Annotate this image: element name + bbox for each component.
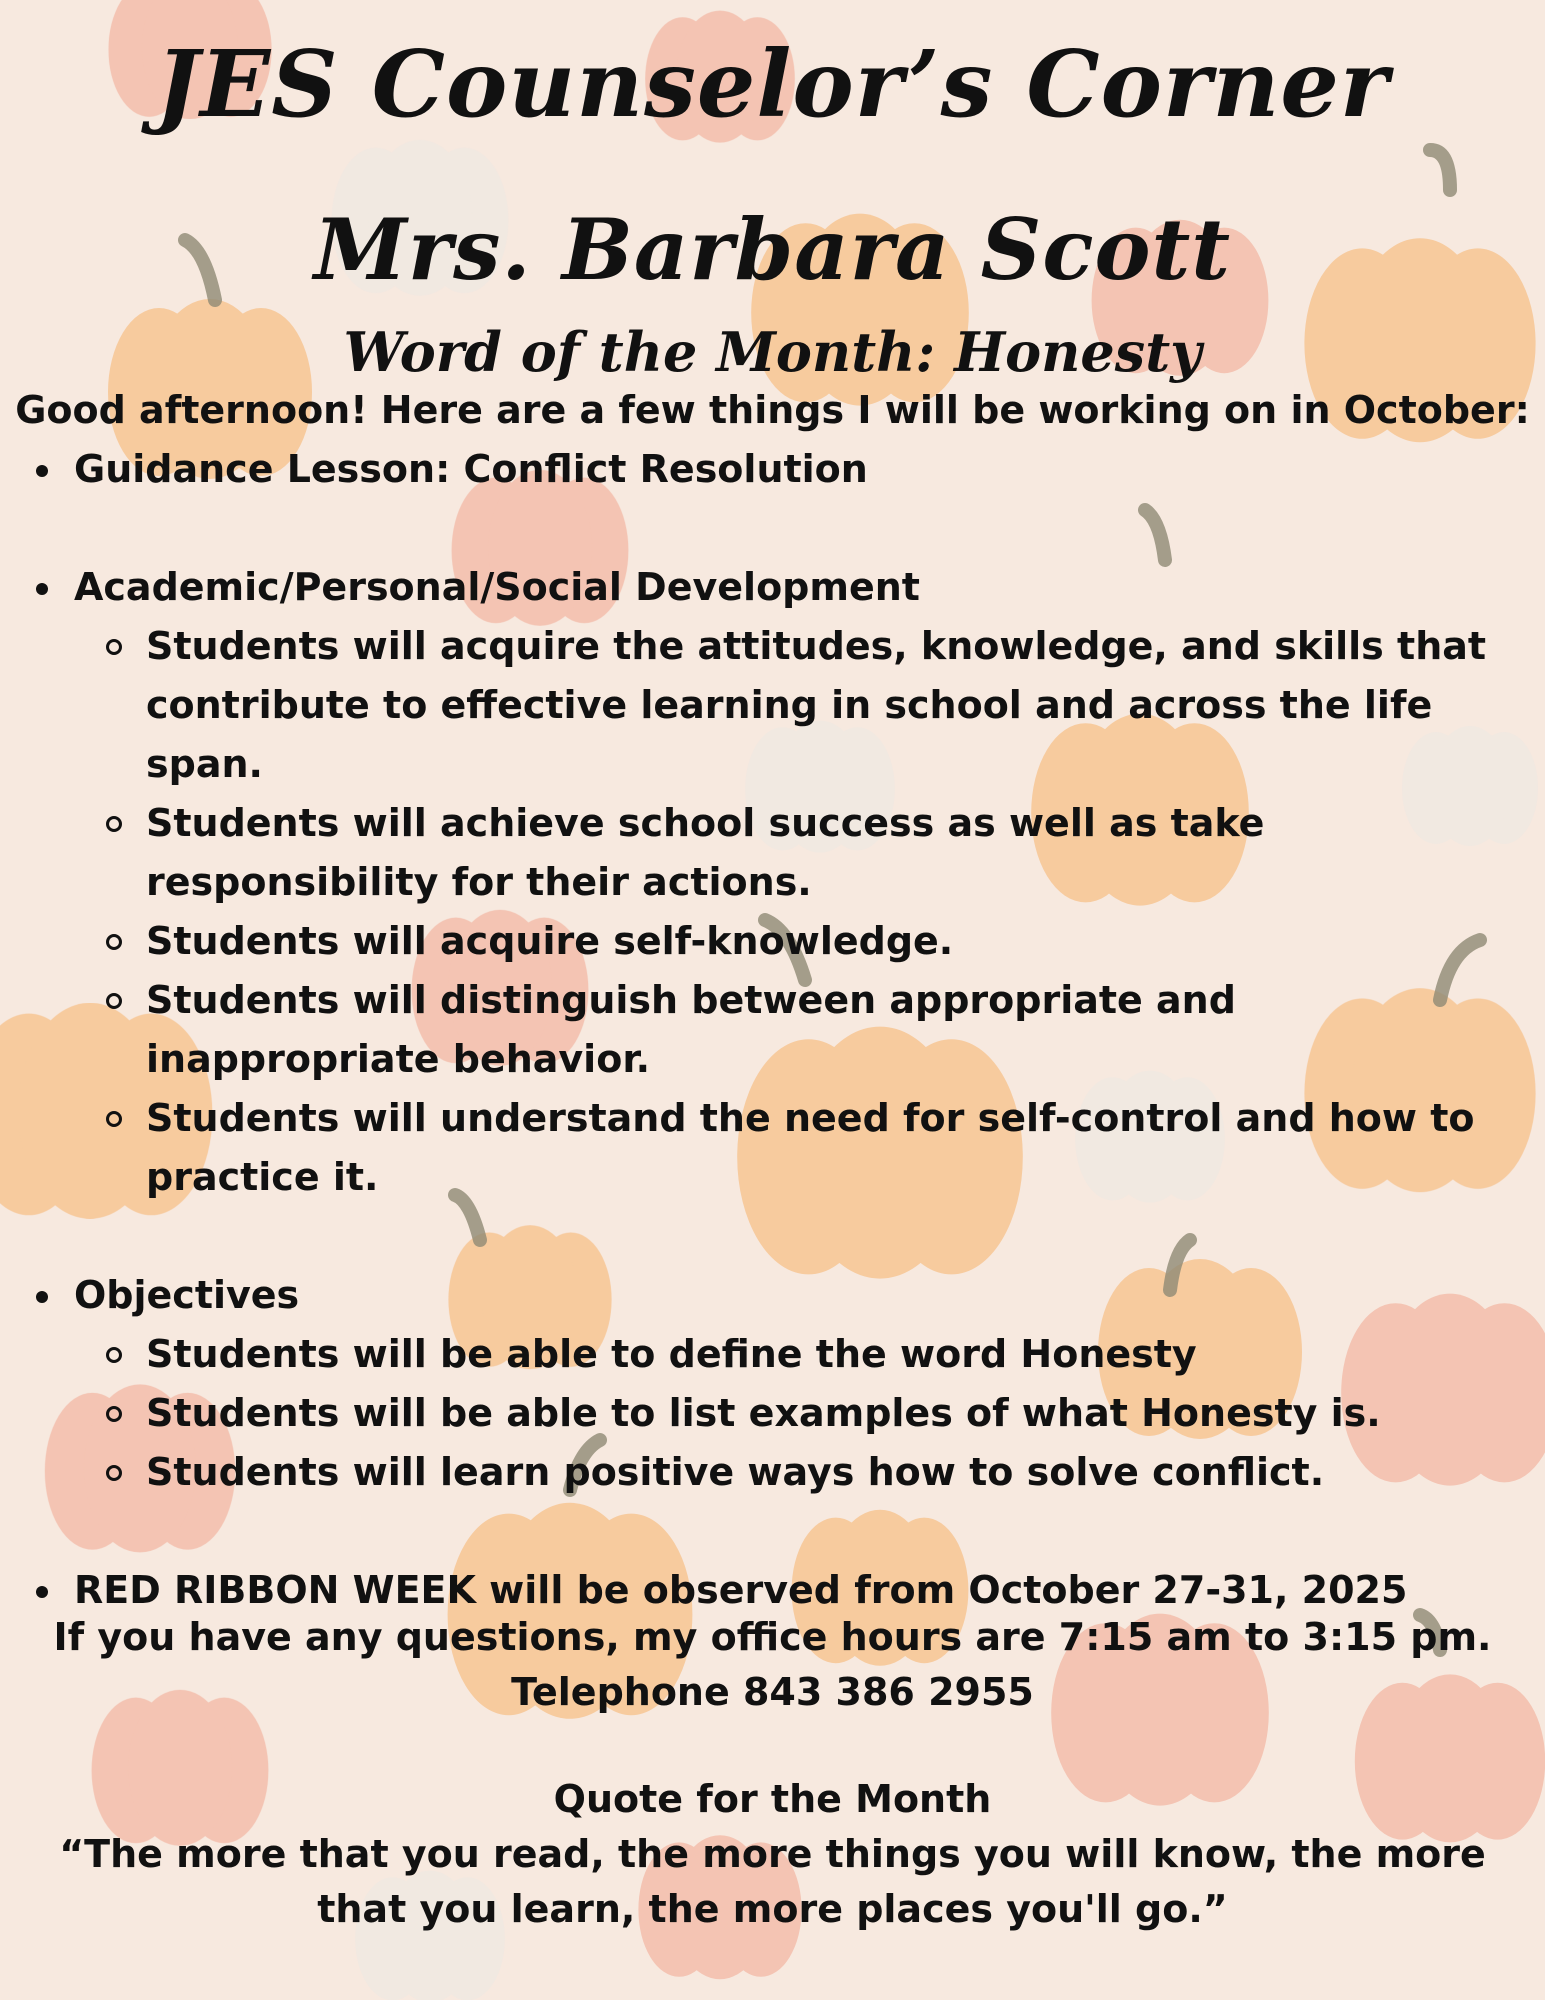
sub-item: Students will distinguish between appropriate and inappropriate behavior.	[30, 971, 1530, 1089]
counselor-name: Mrs. Barbara Scott	[313, 200, 1232, 299]
quote-heading: Quote for the Month	[553, 1777, 992, 1821]
item-label: Objectives	[74, 1273, 300, 1317]
sub-item: Students will understand the need for self-control and how to practice it.	[30, 1089, 1530, 1207]
telephone: Telephone 843 386 2955	[511, 1670, 1034, 1714]
item-label: Guidance Lesson: Conflict Resolution	[74, 447, 868, 491]
list-item-development	[30, 558, 1530, 1207]
sub-item: Students will acquire self-knowledge.	[30, 912, 1530, 971]
objectives-sublist	[74, 1325, 1530, 1502]
sub-item: Students will achieve school success as well as take responsibility for their actions.	[30, 794, 1530, 912]
word-of-month: Word of the Month: Honesty	[343, 320, 1202, 384]
item-label: Academic/Personal/Social Development	[74, 565, 920, 609]
office-hours: If you have any questions, my office hours are 7:15 am to 3:15 pm.	[53, 1615, 1492, 1659]
quote-text: “The more that you read, the more things you will know, the more that you learn, the more places you'll go.”	[59, 1832, 1486, 1931]
intro-text: Good afternoon! Here are a few things I will be working on in October:	[15, 388, 1530, 432]
sub-item: Students will acquire the attitudes, knowledge, and skills that contribute to effective learning in school and across the life span.	[30, 617, 1530, 794]
item-label: RED RIBBON WEEK will be observed from October 27-31, 2025	[74, 1568, 1408, 1612]
list-item-guidance	[30, 440, 1530, 499]
flyer-title: JES Counselor’s Corner	[155, 30, 1390, 138]
sub-item: Students will be able to define the word Honesty	[30, 1325, 1530, 1384]
sub-item: Students will learn positive ways how to solve conflict.	[30, 1443, 1530, 1502]
sub-item: Students will be able to list examples of what Honesty is.	[30, 1384, 1530, 1443]
list-item-objectives	[30, 1266, 1530, 1502]
development-sublist	[74, 617, 1530, 1207]
activities-list	[30, 440, 1530, 1620]
